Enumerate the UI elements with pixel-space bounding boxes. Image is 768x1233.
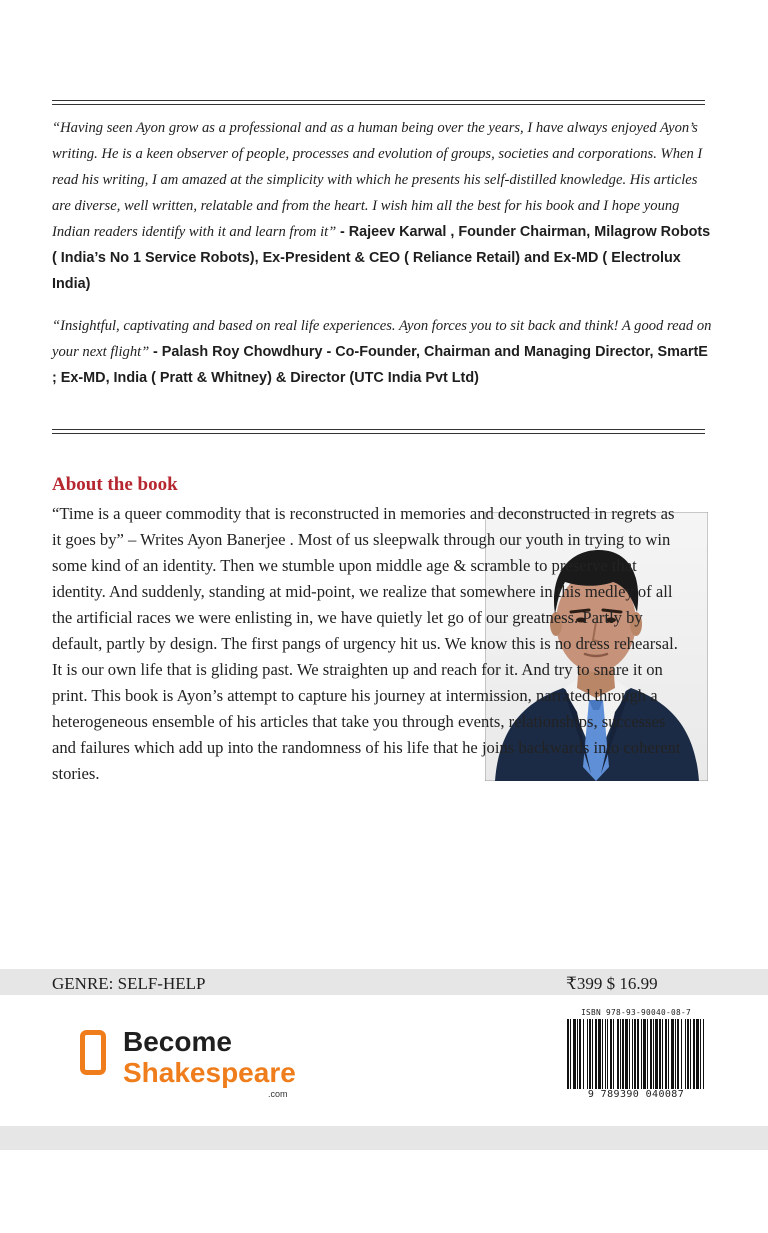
barcode-bar (687, 1019, 689, 1089)
bottom-rule-inner (52, 433, 705, 434)
barcode-bar (685, 1019, 686, 1089)
publisher-name-line1: Become (123, 1026, 232, 1057)
bottom-band (0, 1126, 768, 1150)
barcode-bar (696, 1019, 699, 1089)
testimonial-1 (52, 115, 712, 297)
barcode-bar (610, 1019, 612, 1089)
book-icon (80, 1030, 106, 1075)
barcode-bar (583, 1019, 584, 1089)
top-rule (52, 100, 705, 101)
barcode-bar (675, 1019, 676, 1089)
barcode-bar (643, 1019, 646, 1089)
about-heading: About the book (52, 474, 178, 495)
isbn-barcode (563, 1007, 709, 1104)
testimonial-1-attribution: - Rajeev Karwal , Founder Chairman, Milagrow Robots ( India’s No 1 Service Robots), Ex-President & CEO ( Reliance Retail) and Ex-MD ( Electrolux India) (52, 224, 711, 292)
barcode-bar (579, 1019, 581, 1089)
barcode-bar (589, 1019, 591, 1089)
barcode-bar (587, 1019, 588, 1089)
barcode-bar (637, 1019, 639, 1089)
barcode-bar (665, 1019, 667, 1089)
publisher-name-line2: Shakespeare (123, 1057, 296, 1088)
barcode-bar (653, 1019, 654, 1089)
barcode-bar (700, 1019, 701, 1089)
barcode-bar (592, 1019, 593, 1089)
isbn-label: ISBN 978-93-90040-08-7 (581, 1008, 691, 1017)
barcode-bar (617, 1019, 619, 1089)
isbn-digits: 9 789390 040087 (587, 1089, 685, 1100)
barcode-bar (650, 1019, 652, 1089)
barcode-bar (605, 1019, 606, 1089)
barcode-bar (625, 1019, 628, 1089)
barcode-bar (613, 1019, 614, 1089)
barcode-bar (620, 1019, 621, 1089)
genre-label: GENRE: SELF-HELP (52, 974, 206, 993)
barcode-bar (634, 1019, 636, 1089)
barcode-bar (632, 1019, 633, 1089)
barcode-bar (573, 1019, 576, 1089)
barcode-bars (563, 1019, 709, 1089)
barcode-bar (681, 1019, 682, 1089)
top-rule-inner (52, 104, 705, 105)
barcode-bar (602, 1019, 603, 1089)
barcode-bar (598, 1019, 601, 1089)
barcode-bar (595, 1019, 597, 1089)
about-body: “Time is a queer commodity that is reconstructed in memories and deconstructed in regrets as it goes by” – Writes Ayon Banerjee . Most of us sleepwalk through our youth in trying to win some kind of an identity. Then we stumble upon middle age & scramble to preserve that identity. And suddenly, standing at mid-point, we realize that somewhere in this medley of all the artificial races we were enlisting in, we have quietly let go of our greatness. Partly by default, partly by design. The first pangs of urgency hit us. We know this is no dress rehearsal. It is our own life that is gliding past. We straighten up and reach for it. And try to snare it on print. This book is Ayon’s attempt to capture his journey at intermission, narrated through a heterogeneous ensemble of his articles that take you through events, relationships, successes and failures which add up into the randomness of his life that he joins backwards into coherent stories. (52, 504, 681, 783)
barcode-bar (577, 1019, 578, 1089)
testimonial-2-quote: “Insightful, captivating and based on real life experiences. Ayon forces you to sit back and think! A good read on your next flight” (52, 318, 712, 360)
barcode-bar (567, 1019, 569, 1089)
barcode-bar (655, 1019, 658, 1089)
barcode-bar (647, 1019, 648, 1089)
price-label: ₹399 $ 16.99 (566, 974, 658, 993)
barcode-bar (693, 1019, 695, 1089)
barcode-bar (622, 1019, 624, 1089)
testimonial-2 (52, 313, 712, 391)
barcode-bar (607, 1019, 608, 1089)
barcode-bar (641, 1019, 642, 1089)
barcode-bar (629, 1019, 630, 1089)
barcode-bar (668, 1019, 669, 1089)
barcode-bar (677, 1019, 679, 1089)
barcode-bar (662, 1019, 663, 1089)
bottom-rule (52, 429, 705, 430)
barcode-bar (570, 1019, 571, 1089)
barcode-bar (690, 1019, 691, 1089)
publisher-domain: .com (268, 1089, 288, 1099)
barcode-bar (659, 1019, 661, 1089)
barcode-bar (671, 1019, 674, 1089)
testimonial-1-quote: “Having seen Ayon grow as a professional and as a human being over the years, I have always enjoyed Ayon’s writing. He is a keen observer of people, processes and evolution of groups, societies and corporations. When I read his writing, I am amazed at the simplicity with which he presents his self-distilled knowledge. His articles are diverse, well written, relatable and from the heart. I wish him all the best for his book and I hope young Indian readers identify with it and learn from it” (52, 120, 703, 240)
barcode-bar (703, 1019, 704, 1089)
testimonial-2-attribution: - Palash Roy Chowdhury - Co-Founder, Chairman and Managing Director, SmartE ; Ex-MD, India ( Pratt & Whitney) & Director (UTC India Pvt Ltd) (52, 344, 708, 386)
